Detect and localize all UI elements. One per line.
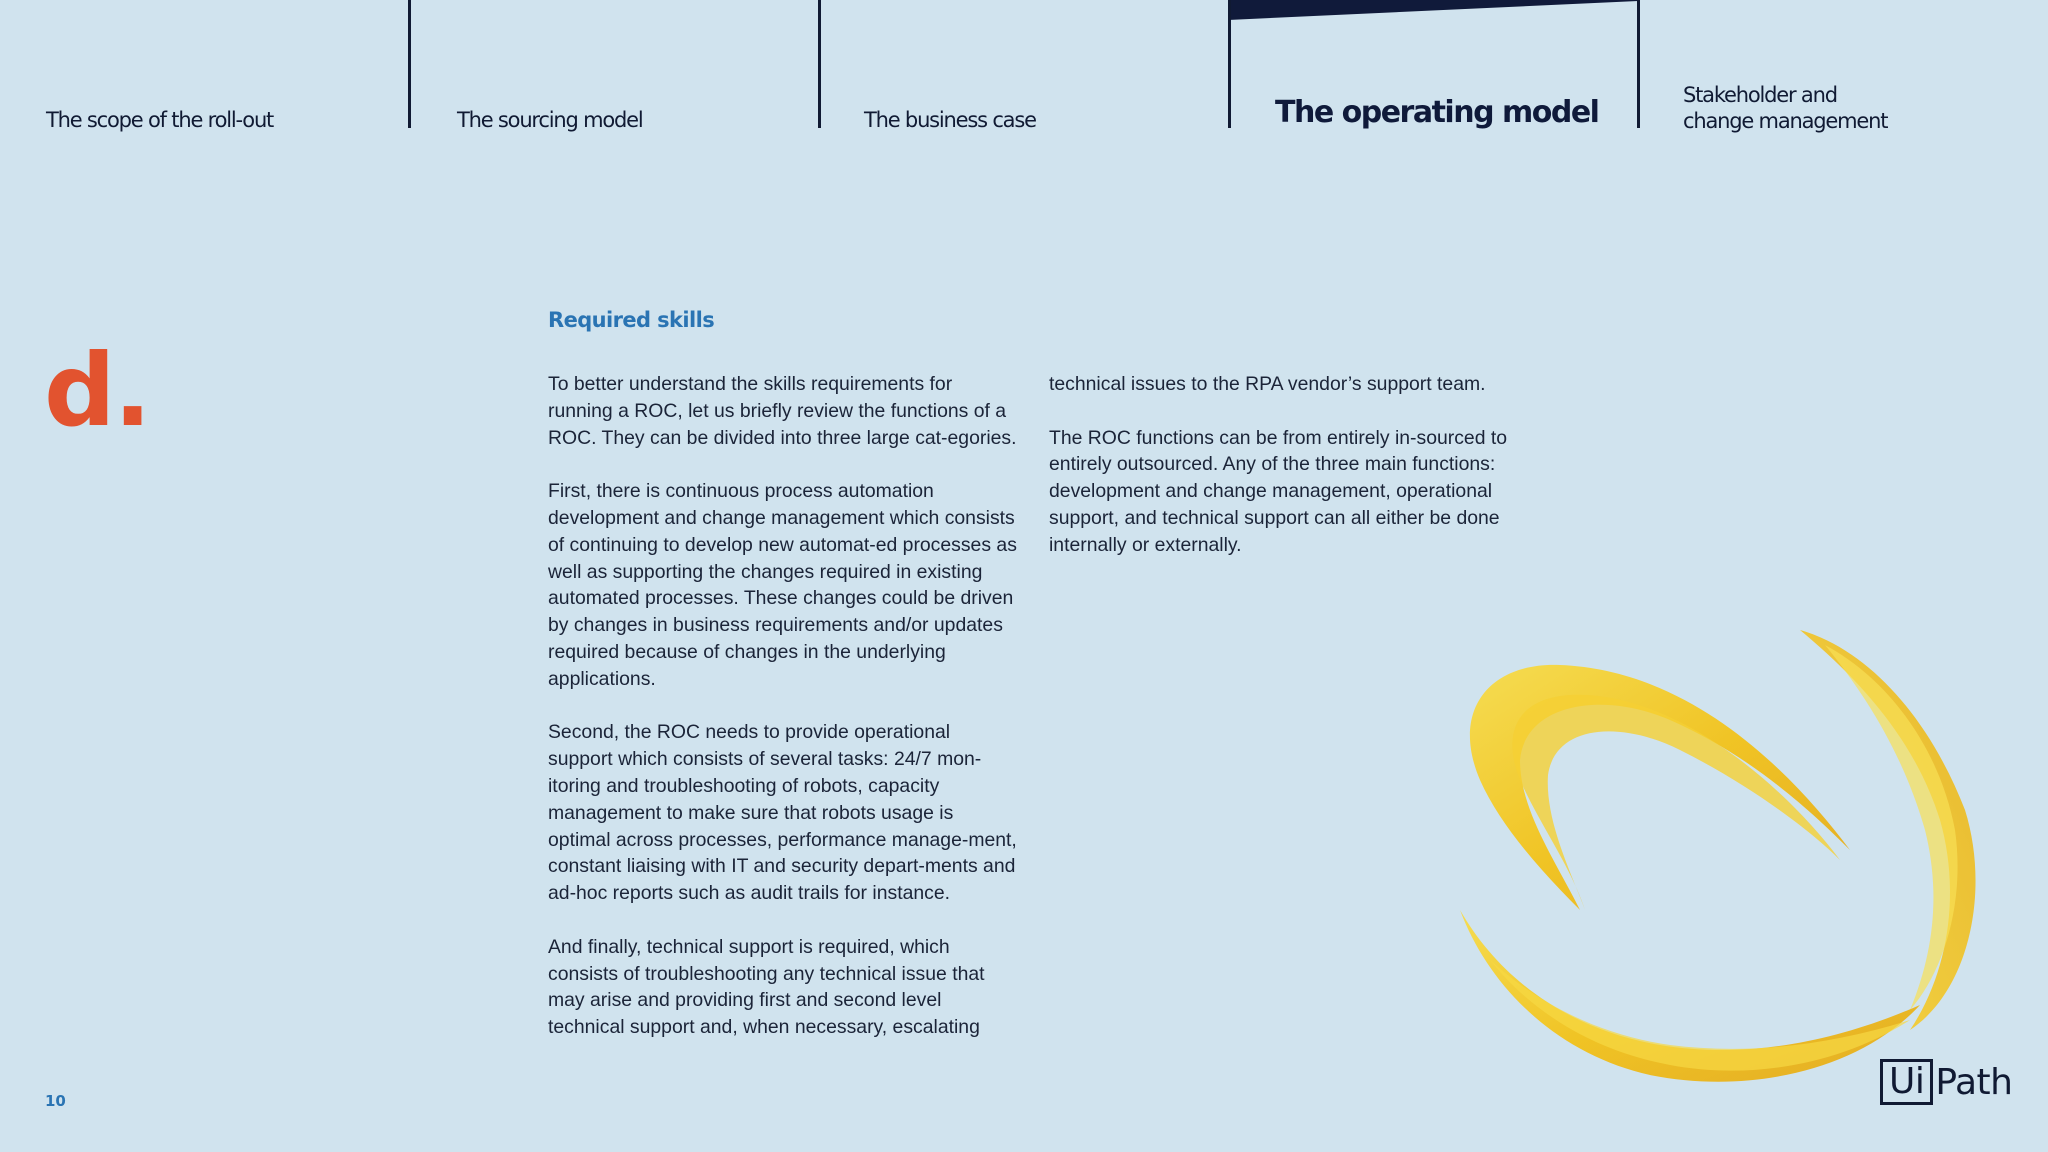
tab-sourcing-model[interactable]: The sourcing model <box>457 108 643 132</box>
tab-scope-of-roll-out[interactable]: The scope of the roll-out <box>46 108 274 132</box>
paragraph: The ROC functions can be from entirely in-sourced to entirely outsourced. Any of the three main functions: development and change management, operational support, and technical support can all either be done internally or externally. <box>1049 426 1508 556</box>
top-navigation <box>0 0 2048 133</box>
tab-label-line-2: change management <box>1683 109 1888 133</box>
tab-label-line-1: Stakeholder and <box>1683 83 1837 107</box>
paragraph: First, there is continuous process automation development and change management which consists of continuing to develop new automat-ed processes as well as supporting the changes required in existing automated processes. These changes could be driven by changes in business requirements and/or updates required because of changes in the underlying applications. <box>548 480 1017 690</box>
section-letter: d. <box>44 332 150 449</box>
active-tab-indicator <box>1228 0 1638 20</box>
paragraph: And finally, technical support is required, which consists of troubleshooting any technical issue that may arise and providing first and second level technical support and, when necessary, escalating <box>548 935 985 1039</box>
nav-divider <box>1228 0 1231 128</box>
page-number: 10 <box>45 1092 66 1110</box>
paragraph: technical issues to the RPA vendor’s support team. <box>1049 373 1486 395</box>
paint-swirl-icon <box>1370 610 1990 1090</box>
tab-business-case[interactable]: The business case <box>864 108 1036 132</box>
logo-text: Path <box>1935 1061 2013 1103</box>
tab-stakeholder-change-management[interactable] <box>1683 82 1887 134</box>
section-heading: Required skills <box>548 308 715 332</box>
nav-divider <box>1637 0 1640 128</box>
nav-divider <box>408 0 411 128</box>
logo-box-text: Ui <box>1880 1059 1933 1105</box>
paragraph: Second, the ROC needs to provide operational support which consists of several tasks: 24/7 mon-itoring and troubleshooting of robots, capacity management to make sure that robots usage is optimal across processes, performance manage-ment, constant liaising with IT and security depart-ments and ad-hoc reports such as audit trails for instance. <box>548 721 1017 905</box>
uipath-logo <box>1880 1058 2012 1106</box>
text-column-2 <box>1049 371 1529 585</box>
nav-divider <box>818 0 821 128</box>
paragraph: To better understand the skills requirements for running a ROC, let us briefly review the functions of a ROC. They can be divided into three large cat-egories. <box>548 373 1017 449</box>
text-column-1 <box>548 371 1018 1068</box>
tab-operating-model[interactable]: The operating model <box>1275 95 1599 130</box>
